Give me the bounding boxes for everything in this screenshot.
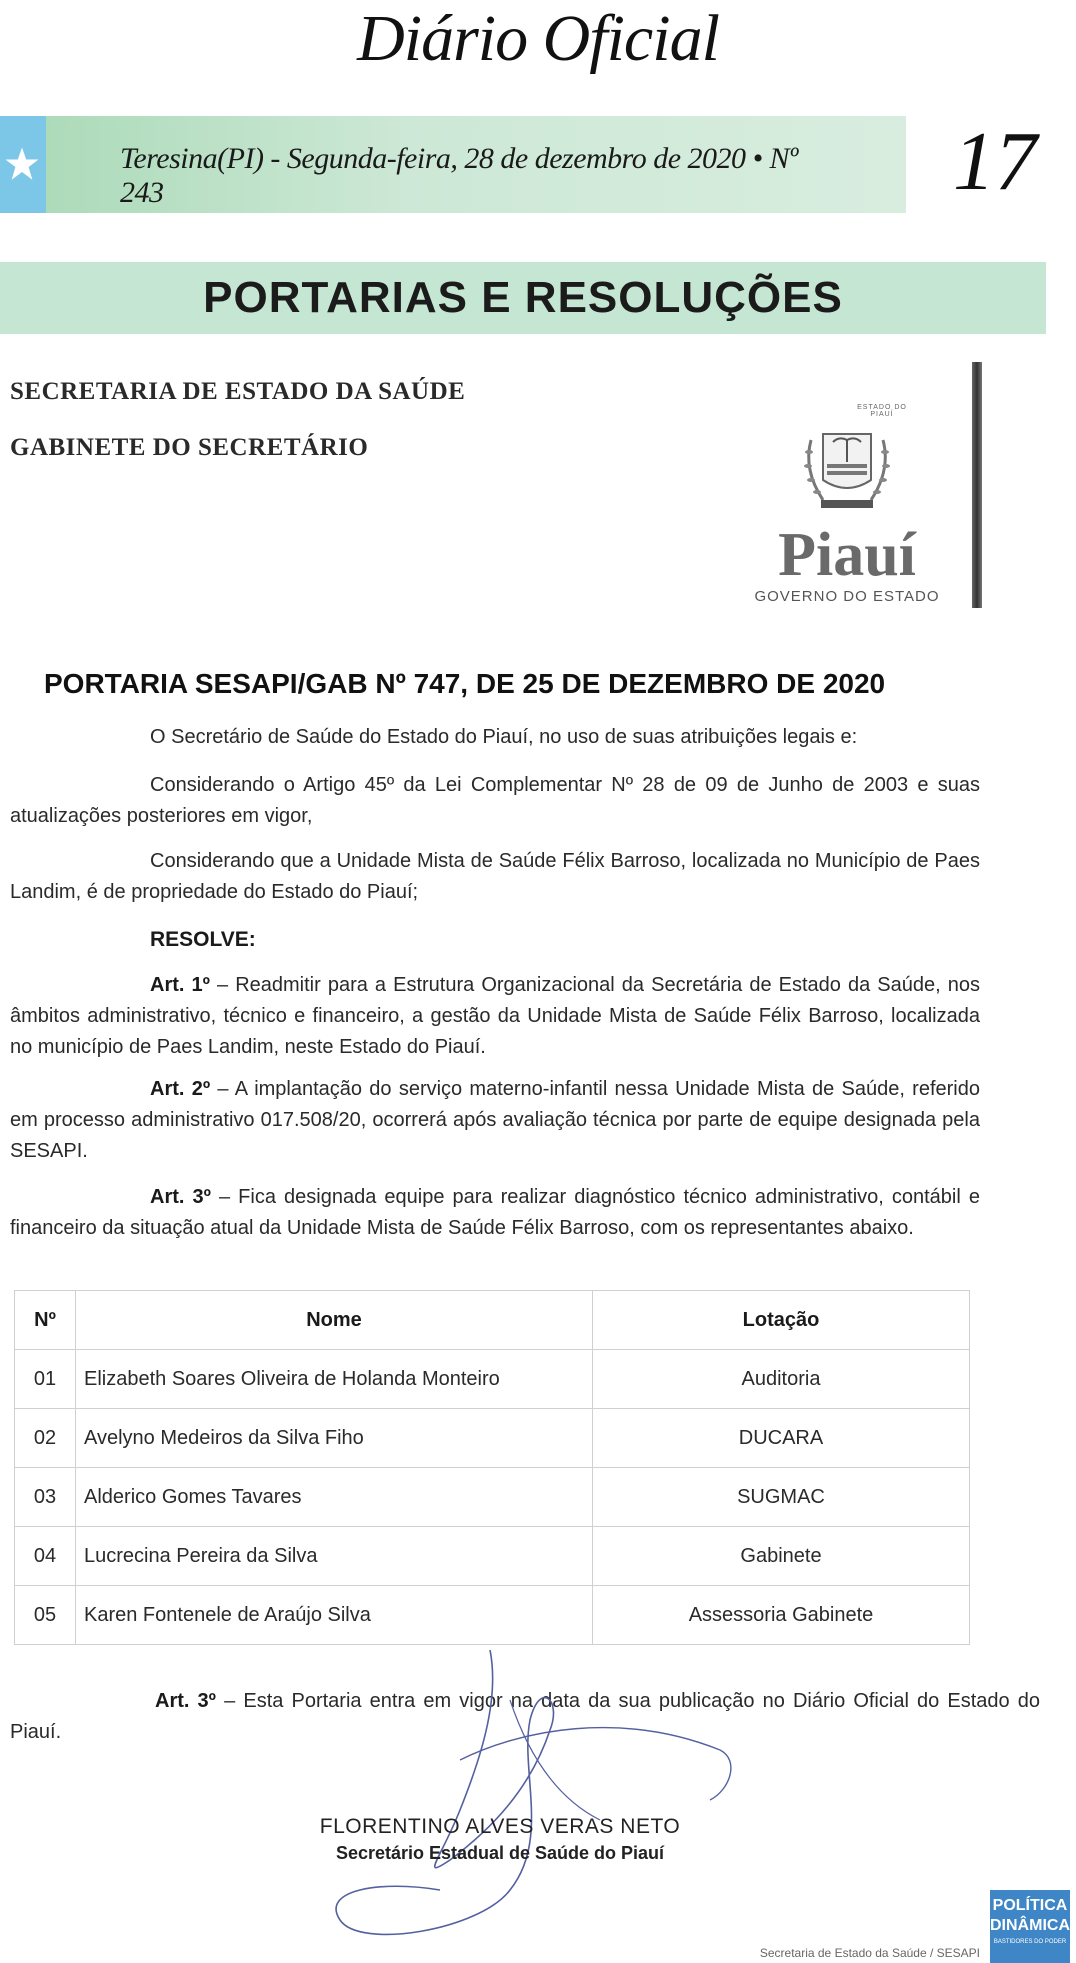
team-table (14, 1290, 970, 1645)
org-line-secretaria: SECRETARIA DE ESTADO DA SAÚDE (10, 378, 466, 405)
article-3-closing-text: – Esta Portaria entra em vigor na data da sua publicação no Diário Oficial do Estado do Piauí. (10, 1690, 1040, 1743)
table-row (15, 1409, 970, 1468)
section-title: PORTARIAS E RESOLUÇÕES (203, 273, 843, 322)
article-1-label: Art. 1º (150, 974, 210, 996)
header-lotacao: Lotação (593, 1291, 970, 1350)
handwritten-signature (300, 1640, 760, 1960)
table-row (15, 1468, 970, 1527)
article-3-closing-label: Art. 3º (155, 1690, 216, 1712)
footer-note: Secretaria de Estado da Saúde / SESAPI (759, 1946, 980, 1960)
row-lotacao: Auditoria (593, 1350, 970, 1409)
row-lotacao: Gabinete (593, 1527, 970, 1586)
row-lotacao: Assessoria Gabinete (593, 1586, 970, 1645)
row-lotacao: DUCARA (593, 1409, 970, 1468)
page-number: 17 (953, 115, 1037, 208)
seal-text: ESTADO DO PIAUÍ (857, 404, 907, 418)
logo-wordmark: Piauí (778, 521, 916, 589)
row-number: 04 (15, 1527, 76, 1586)
row-name: Elizabeth Soares Oliveira de Holanda Monteiro (76, 1350, 593, 1409)
brand-tagline: BASTIDORES DO PODER (993, 1939, 1067, 1945)
row-number: 02 (15, 1409, 76, 1468)
signatory-role: Secretário Estadual de Saúde do Piauí (335, 1843, 665, 1863)
article-3-text: – Fica designada equipe para realizar diagnóstico técnico administrativo, contábil e financeiro da situação atual da Unidade Mista de Saúde Félix Barroso, com os representantes abaixo. (10, 1186, 980, 1239)
consider-text-2: Considerando que a Unidade Mista de Saúde Félix Barroso, localizada no Município de Paes Landim, é de propriedade do Estado do Piauí; (10, 850, 980, 903)
politica-dinamica-logo (990, 1890, 1070, 1963)
article-3-label: Art. 3º (150, 1186, 211, 1208)
brand-line-1: POLÍTICA (992, 1897, 1068, 1914)
article-1-text: – Readmitir para a Estrutura Organizacional da Secretária de Estado da Saúde, nos âmbitos administrativo, técnico e financeiro, a gestão da Unidade Mista de Saúde Félix Barroso, localizada no município de Paes Landim, neste Estado do Piauí. (10, 974, 980, 1058)
article-2-text: – A implantação do serviço materno-infantil nessa Unidade Mista de Saúde, referido em processo administrativo 017.508/20, ocorrerá após avaliação técnica por parte de equipe designada pela SESAPI. (10, 1078, 980, 1162)
table-header-row (15, 1291, 970, 1350)
row-number: 03 (15, 1468, 76, 1527)
consider-text-1: Considerando o Artigo 45º da Lei Complementar Nº 28 de 09 de Junho de 2003 e suas atualizações posteriores em vigor, (10, 774, 980, 827)
row-name: Alderico Gomes Tavares (76, 1468, 593, 1527)
table-row (15, 1350, 970, 1409)
consider-paragraph-1 (10, 770, 980, 832)
org-line-gabinete: GABINETE DO SECRETÁRIO (10, 434, 369, 461)
resolve-heading: RESOLVE: (150, 928, 256, 951)
header-name: Nome (76, 1291, 593, 1350)
article-2-label: Art. 2º (150, 1078, 211, 1100)
portaria-title: PORTARIA SESAPI/GAB Nº 747, DE 25 DE DEZEMBRO DE 2020 (44, 668, 886, 699)
article-3 (10, 1182, 980, 1244)
article-1 (10, 970, 980, 1063)
intro-paragraph (10, 722, 980, 753)
date-band (0, 116, 906, 213)
dateline: Teresina(PI) - Segunda-feira, 28 de dezembro de 2020 • Nº 243 (120, 142, 798, 209)
row-number: 01 (15, 1350, 76, 1409)
masthead-title: Diário Oficial (357, 2, 719, 75)
row-name: Lucrecina Pereira da Silva (76, 1527, 593, 1586)
intro-text: O Secretário de Saúde do Estado do Piauí, no uso de suas atribuições legais e: (150, 726, 858, 748)
consider-paragraph-2 (10, 846, 980, 908)
header-number: Nº (15, 1291, 76, 1350)
brand-line-2: DINÂMICA (990, 1917, 1070, 1934)
row-name: Avelyno Medeiros da Silva Fiho (76, 1409, 593, 1468)
piaui-logo (752, 362, 992, 612)
section-band (0, 262, 1046, 334)
decorative-bar (972, 362, 982, 608)
table-row (15, 1586, 970, 1645)
logo-subtitle: GOVERNO DO ESTADO (754, 588, 940, 605)
row-lotacao: SUGMAC (593, 1468, 970, 1527)
table-row (15, 1527, 970, 1586)
row-number: 05 (15, 1586, 76, 1645)
signatory-name: FLORENTINO ALVES VERAS NETO (319, 1815, 681, 1838)
article-2 (10, 1074, 980, 1167)
flag-star-icon (0, 116, 46, 213)
row-name: Karen Fontenele de Araújo Silva (76, 1586, 593, 1645)
